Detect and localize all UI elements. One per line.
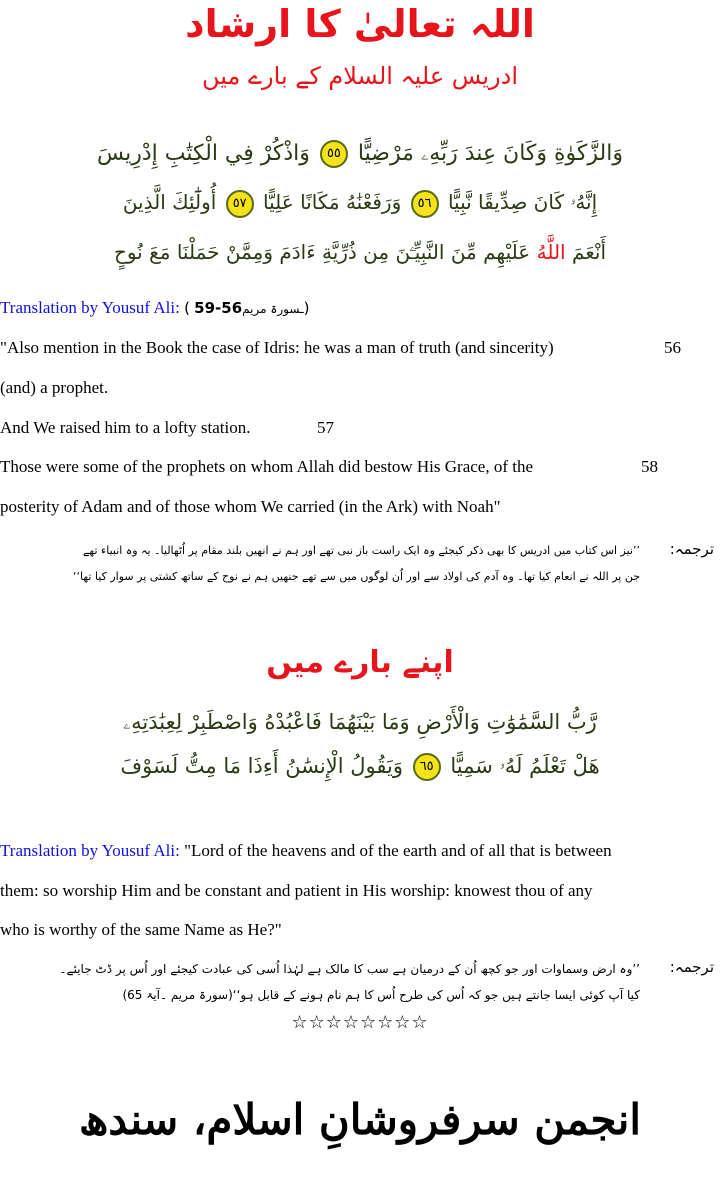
verse-text: هَلْ تَعْلَمُ لَهُۥ سَمِيًّا: [450, 754, 600, 778]
urdu-label: ترجمہ:: [669, 958, 714, 976]
quran-line-1: [60, 700, 660, 744]
line-text: posterity of Adam and of those whom We carried (in the Ark) with Noah": [0, 497, 501, 516]
translation-line: [0, 497, 718, 517]
organization-name: انجمن سرفروشانِ اسلام، سندھ: [78, 1095, 642, 1144]
allah-name: اللَّهُ: [536, 240, 566, 264]
urdu-translation-line: ’’نیز اس کتاب میں ادریس کا بھی ذکر کیجئے وہ ایک راست باز نبی تھے اور ہم نے انھیں بلند مقام پر اُٹھالیا۔ یہ وہ انبیاء تھے: [82, 544, 640, 557]
urdu-label: ترجمہ:: [669, 540, 714, 558]
urdu-translation-line: جن پر اللہ نے انعام کیا تھا۔ وہ آدم کی اولاد سے اور اُن لوگوں میں سے تھے جنھیں ہم نے نوح کے ساتھ کشتی پر سوار کیا تھا‘‘: [72, 570, 640, 583]
line-text: And We raised him to a lofty station.: [0, 418, 251, 437]
verse-text: وَيَقُولُ الْإِنسَٰنُ أَءِذَا مَا مِتُّ لَسَوْفَ: [120, 754, 403, 778]
line-text: Those were some of the prophets on whom Allah did bestow His Grace, of the: [0, 457, 534, 476]
quran-line-3: [40, 230, 680, 274]
urdu-translation-2: [4, 956, 640, 1038]
verse-text: وَرَفَعْنَٰهُ مَكَانًا عَلِيًّا: [263, 190, 402, 214]
urdu-translation-line: ’’وہ ارض وسماوات اور جو کچھ اُن کے درمیان ہے سب کا مالک ہے لہٰذا اُسی کی عبادت کیجئے اور اُس پر ڈٹ جایئے۔: [59, 962, 640, 976]
ayah-marker-icon: ٥٦: [411, 190, 439, 218]
verse-text: وَالزَّكَوٰةِ وَكَانَ عِندَ رَبِّهِۦ مَرْضِيًّا: [357, 141, 623, 166]
verse-number: 56: [664, 338, 681, 357]
translation-heading: [0, 298, 718, 318]
ref-surah: ـسورۃ مریم: [242, 302, 304, 316]
translation-label: Translation by Yousuf Ali:: [0, 298, 180, 317]
translation-line: [0, 378, 718, 398]
urdu-translation-line: کیا آپ کوئی ایسا جانتے ہیں جو کہ اُس کی طرح اُس کا ہم نام ہونے کے قابل ہو‘‘(سورۃ مریم ۔آیۃ 65): [122, 988, 640, 1002]
verse-text: أَنْعَمَ: [571, 240, 607, 264]
translation-line: [0, 831, 718, 871]
page-subtitle: ادریس علیہ السلام کے بارے میں: [201, 62, 518, 90]
verse-text: عَلَيْهِم مِّنَ النَّبِيِّـۧنَ مِن ذُرِّيَّةِ ءَادَمَ وَمِمَّنْ حَمَلْنَا مَعَ نُوحٍ: [113, 240, 531, 264]
ayah-marker-icon: ٦٥: [413, 753, 441, 781]
quran-line-2: [40, 180, 680, 224]
section-title: اپنے بارے میں: [266, 645, 454, 680]
ayah-marker-icon: ٥٥: [320, 140, 348, 168]
line-text: (and) a prophet.: [0, 378, 109, 397]
line-text: "Also mention in the Book the case of Idris: he was a man of truth (and sincerity): [0, 338, 554, 357]
translation-line: [0, 457, 718, 477]
translation-line: [0, 338, 718, 358]
ref-numbers: 59-56: [194, 299, 243, 317]
translation-label: Translation by Yousuf Ali:: [0, 841, 180, 860]
ref-paren: (: [184, 299, 190, 317]
quran-line-2: [60, 744, 660, 788]
urdu-translation-1: [4, 538, 640, 590]
ref-paren: ): [303, 299, 310, 317]
line-text: "Lord of the heavens and of the earth and of all that is between: [184, 841, 612, 860]
verse-text: رَّبُّ السَّمَٰوَٰتِ وَالْأَرْضِ وَمَا بَيْنَهُمَا فَاعْبُدْهُ وَاصْطَبِرْ لِعِبَٰدَتِهِۦ: [123, 710, 597, 734]
verse-text: أُولَٰٓئِكَ الَّذِينَ: [122, 190, 217, 214]
verse-text: وَاذْكُرْ فِي الْكِتَٰبِ إِدْرِيسَ: [97, 141, 310, 166]
translation-line: them: so worship Him and be constant and patient in His worship: knowest thou of any: [0, 880, 593, 900]
translation-line: [0, 418, 718, 438]
verse-number: 57: [317, 418, 334, 437]
verse-number: 58: [641, 457, 658, 476]
translation-line: who is worthy of the same Name as He?": [0, 920, 282, 939]
page-title: اللہ تعالیٰ کا ارشاد: [185, 2, 535, 46]
ayah-marker-icon: ٥٧: [226, 190, 254, 218]
star-divider: ☆☆☆☆☆☆☆☆: [291, 1012, 429, 1033]
quran-line-1: [60, 132, 660, 176]
verse-text: إِنَّهُۥ كَانَ صِدِّيقًا نَّبِيًّا: [447, 190, 598, 214]
translation-2: [0, 831, 718, 950]
